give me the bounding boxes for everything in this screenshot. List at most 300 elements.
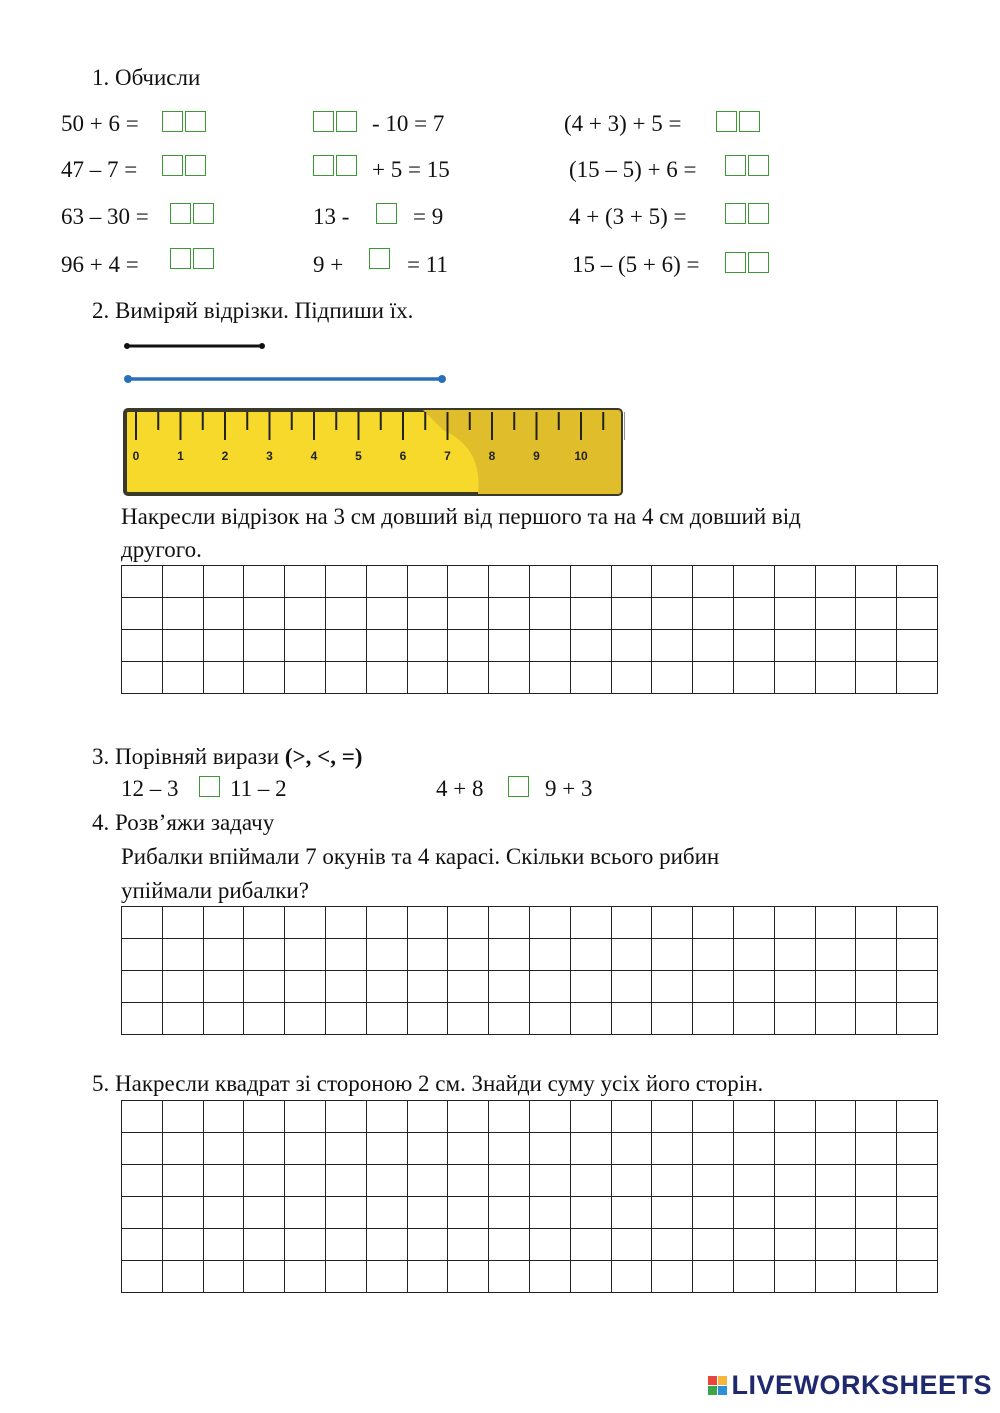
grid-cell[interactable] <box>203 1261 244 1293</box>
grid-cell[interactable] <box>652 907 693 939</box>
grid-cell[interactable] <box>244 630 285 662</box>
grid-cell[interactable] <box>366 566 407 598</box>
grid-cell[interactable] <box>407 1229 448 1261</box>
grid-cell[interactable] <box>285 1229 326 1261</box>
grid-cell[interactable] <box>529 1261 570 1293</box>
grid-cell[interactable] <box>162 1261 203 1293</box>
grid-cell[interactable] <box>244 1003 285 1035</box>
grid-cell[interactable] <box>815 1197 856 1229</box>
grid-cell[interactable] <box>897 1003 938 1035</box>
grid-cell[interactable] <box>652 662 693 694</box>
grid-cell[interactable] <box>815 971 856 1003</box>
grid-cell[interactable] <box>856 1133 897 1165</box>
grid-cell[interactable] <box>815 1101 856 1133</box>
grid-cell[interactable] <box>693 1165 734 1197</box>
grid-cell[interactable] <box>774 662 815 694</box>
grid-cell[interactable] <box>162 1101 203 1133</box>
grid-cell[interactable] <box>897 907 938 939</box>
grid-cell[interactable] <box>122 598 163 630</box>
grid-cell[interactable] <box>122 662 163 694</box>
grid-cell[interactable] <box>733 1261 774 1293</box>
grid-cell[interactable] <box>897 630 938 662</box>
answer-box-3-4[interactable] <box>725 252 769 273</box>
grid-cell[interactable] <box>570 939 611 971</box>
grid-cell[interactable] <box>652 630 693 662</box>
grid-cell[interactable] <box>122 1003 163 1035</box>
grid-cell[interactable] <box>611 1101 652 1133</box>
grid-cell[interactable] <box>856 598 897 630</box>
grid-cell[interactable] <box>489 1133 530 1165</box>
grid-cell[interactable] <box>611 1229 652 1261</box>
grid-cell[interactable] <box>407 971 448 1003</box>
grid-cell[interactable] <box>693 662 734 694</box>
grid-cell[interactable] <box>733 1165 774 1197</box>
grid-cell[interactable] <box>489 1229 530 1261</box>
grid-cell[interactable] <box>366 1165 407 1197</box>
grid-cell[interactable] <box>774 907 815 939</box>
grid-cell[interactable] <box>162 1003 203 1035</box>
grid-cell[interactable] <box>285 598 326 630</box>
grid-cell[interactable] <box>652 1003 693 1035</box>
grid-cell[interactable] <box>652 939 693 971</box>
grid-cell[interactable] <box>325 630 366 662</box>
grid-cell[interactable] <box>162 939 203 971</box>
answer-box-3-2[interactable] <box>725 155 769 176</box>
grid-cell[interactable] <box>652 1165 693 1197</box>
grid-cell[interactable] <box>774 939 815 971</box>
grid-cell[interactable] <box>693 1003 734 1035</box>
grid-cell[interactable] <box>733 1003 774 1035</box>
grid-cell[interactable] <box>407 598 448 630</box>
grid-cell[interactable] <box>815 1261 856 1293</box>
grid-cell[interactable] <box>366 939 407 971</box>
grid-cell[interactable] <box>693 598 734 630</box>
grid-cell[interactable] <box>774 630 815 662</box>
grid-cell[interactable] <box>611 1261 652 1293</box>
grid-cell[interactable] <box>366 1261 407 1293</box>
grid-cell[interactable] <box>122 1133 163 1165</box>
grid-cell[interactable] <box>203 566 244 598</box>
grid-cell[interactable] <box>203 662 244 694</box>
grid-cell[interactable] <box>652 566 693 598</box>
grid-cell[interactable] <box>366 1003 407 1035</box>
grid-cell[interactable] <box>733 1101 774 1133</box>
grid-cell[interactable] <box>448 662 489 694</box>
grid-cell[interactable] <box>244 907 285 939</box>
grid-cell[interactable] <box>325 1133 366 1165</box>
grid-cell[interactable] <box>693 1229 734 1261</box>
grid-cell[interactable] <box>733 662 774 694</box>
grid-cell[interactable] <box>611 662 652 694</box>
grid-cell[interactable] <box>897 662 938 694</box>
grid-cell[interactable] <box>407 662 448 694</box>
grid-cell[interactable] <box>774 1003 815 1035</box>
grid-cell[interactable] <box>856 630 897 662</box>
grid-cell[interactable] <box>244 1101 285 1133</box>
grid-cell[interactable] <box>856 939 897 971</box>
grid-cell[interactable] <box>285 1133 326 1165</box>
grid-cell[interactable] <box>285 971 326 1003</box>
grid-cell[interactable] <box>448 1101 489 1133</box>
grid-cell[interactable] <box>325 907 366 939</box>
grid-cell[interactable] <box>774 1197 815 1229</box>
grid-cell[interactable] <box>366 1133 407 1165</box>
grid-cell[interactable] <box>570 1101 611 1133</box>
grid-cell[interactable] <box>407 1261 448 1293</box>
grid-cell[interactable] <box>570 1165 611 1197</box>
grid-cell[interactable] <box>325 566 366 598</box>
grid-cell[interactable] <box>733 1133 774 1165</box>
grid-cell[interactable] <box>652 971 693 1003</box>
answer-box-3-3[interactable] <box>725 203 769 224</box>
grid-cell[interactable] <box>162 971 203 1003</box>
grid-cell[interactable] <box>162 1229 203 1261</box>
grid-cell[interactable] <box>366 598 407 630</box>
grid-cell[interactable] <box>203 1133 244 1165</box>
grid-cell[interactable] <box>856 1261 897 1293</box>
grid-cell[interactable] <box>407 630 448 662</box>
grid-cell[interactable] <box>774 1261 815 1293</box>
grid-cell[interactable] <box>366 1101 407 1133</box>
grid-cell[interactable] <box>815 1133 856 1165</box>
grid-cell[interactable] <box>897 939 938 971</box>
grid-cell[interactable] <box>815 907 856 939</box>
grid-cell[interactable] <box>325 1003 366 1035</box>
grid-cell[interactable] <box>407 1003 448 1035</box>
grid-cell[interactable] <box>325 662 366 694</box>
grid-cell[interactable] <box>285 1197 326 1229</box>
grid-cell[interactable] <box>244 971 285 1003</box>
grid-cell[interactable] <box>529 662 570 694</box>
grid-cell[interactable] <box>733 598 774 630</box>
grid-cell[interactable] <box>856 1101 897 1133</box>
grid-cell[interactable] <box>122 1261 163 1293</box>
grid-cell[interactable] <box>570 662 611 694</box>
grid-cell[interactable] <box>122 1197 163 1229</box>
grid-cell[interactable] <box>774 1101 815 1133</box>
grid-cell[interactable] <box>285 630 326 662</box>
grid-cell[interactable] <box>815 598 856 630</box>
grid-cell[interactable] <box>856 1165 897 1197</box>
grid-cell[interactable] <box>529 1197 570 1229</box>
grid-cell[interactable] <box>529 907 570 939</box>
grid-cell[interactable] <box>529 1165 570 1197</box>
grid-cell[interactable] <box>448 939 489 971</box>
grid-cell[interactable] <box>162 566 203 598</box>
grid-cell[interactable] <box>856 566 897 598</box>
grid-cell[interactable] <box>611 630 652 662</box>
grid-cell[interactable] <box>407 907 448 939</box>
grid-cell[interactable] <box>122 907 163 939</box>
grid-cell[interactable] <box>529 630 570 662</box>
grid-cell[interactable] <box>693 907 734 939</box>
grid-cell[interactable] <box>733 566 774 598</box>
grid-cell[interactable] <box>489 971 530 1003</box>
grid-cell[interactable] <box>489 1165 530 1197</box>
compare-box-a[interactable] <box>199 776 220 797</box>
grid-cell[interactable] <box>489 907 530 939</box>
grid-cell[interactable] <box>489 566 530 598</box>
grid-cell[interactable] <box>285 1101 326 1133</box>
grid-cell[interactable] <box>122 971 163 1003</box>
grid-cell[interactable] <box>611 1165 652 1197</box>
grid-cell[interactable] <box>611 1197 652 1229</box>
grid-cell[interactable] <box>815 1003 856 1035</box>
answer-box-1-4[interactable] <box>170 248 214 269</box>
grid-cell[interactable] <box>652 1197 693 1229</box>
grid-cell[interactable] <box>570 630 611 662</box>
grid-cell[interactable] <box>407 566 448 598</box>
answer-box-3-1[interactable] <box>716 111 760 132</box>
grid-cell[interactable] <box>203 1101 244 1133</box>
grid-cell[interactable] <box>162 598 203 630</box>
grid-cell[interactable] <box>856 1229 897 1261</box>
grid-cell[interactable] <box>570 1133 611 1165</box>
liveworksheets-logo[interactable] <box>708 1370 992 1401</box>
grid-cell[interactable] <box>570 907 611 939</box>
grid-cell[interactable] <box>162 630 203 662</box>
grid-cell[interactable] <box>244 939 285 971</box>
grid-cell[interactable] <box>856 1197 897 1229</box>
grid-cell[interactable] <box>366 971 407 1003</box>
grid-cell[interactable] <box>897 566 938 598</box>
grid-cell[interactable] <box>897 598 938 630</box>
grid-cell[interactable] <box>203 1197 244 1229</box>
grid-cell[interactable] <box>733 971 774 1003</box>
grid-cell[interactable] <box>774 971 815 1003</box>
grid-cell[interactable] <box>366 630 407 662</box>
grid-cell[interactable] <box>652 1229 693 1261</box>
grid-cell[interactable] <box>652 1101 693 1133</box>
grid-cell[interactable] <box>733 907 774 939</box>
grid-cell[interactable] <box>693 971 734 1003</box>
compare-box-b[interactable] <box>508 776 529 797</box>
grid-cell[interactable] <box>652 598 693 630</box>
grid-cell[interactable] <box>448 566 489 598</box>
grid-cell[interactable] <box>774 1133 815 1165</box>
grid-cell[interactable] <box>856 662 897 694</box>
grid-cell[interactable] <box>325 1197 366 1229</box>
grid-cell[interactable] <box>122 630 163 662</box>
grid-cell[interactable] <box>652 1133 693 1165</box>
grid-cell[interactable] <box>529 1229 570 1261</box>
grid-cell[interactable] <box>733 1229 774 1261</box>
grid-cell[interactable] <box>570 1197 611 1229</box>
grid-cell[interactable] <box>448 1003 489 1035</box>
grid-cell[interactable] <box>570 598 611 630</box>
grid-cell[interactable] <box>448 598 489 630</box>
answer-box-1-1[interactable] <box>162 111 206 132</box>
grid-cell[interactable] <box>448 971 489 1003</box>
grid-cell[interactable] <box>570 566 611 598</box>
grid-cell[interactable] <box>325 1165 366 1197</box>
grid-cell[interactable] <box>815 566 856 598</box>
grid-cell[interactable] <box>529 971 570 1003</box>
grid-cell[interactable] <box>774 598 815 630</box>
grid-cell[interactable] <box>366 1229 407 1261</box>
grid-cell[interactable] <box>162 1133 203 1165</box>
grid-cell[interactable] <box>244 1165 285 1197</box>
grid-cell[interactable] <box>529 939 570 971</box>
grid-cell[interactable] <box>448 1165 489 1197</box>
ruler-label: 4 <box>310 449 318 463</box>
grid-cell[interactable] <box>285 1261 326 1293</box>
grid-cell[interactable] <box>733 630 774 662</box>
grid-cell[interactable] <box>448 1133 489 1165</box>
grid-cell[interactable] <box>897 1197 938 1229</box>
grid-cell[interactable] <box>244 1197 285 1229</box>
grid-cell[interactable] <box>529 566 570 598</box>
grid-cell[interactable] <box>529 1003 570 1035</box>
answer-grid-task4[interactable] <box>121 906 938 1035</box>
grid-cell[interactable] <box>407 939 448 971</box>
grid-cell[interactable] <box>733 1197 774 1229</box>
grid-cell[interactable] <box>611 1003 652 1035</box>
grid-cell[interactable] <box>162 662 203 694</box>
grid-cell[interactable] <box>203 907 244 939</box>
grid-cell[interactable] <box>529 1133 570 1165</box>
grid-cell[interactable] <box>203 1165 244 1197</box>
grid-cell[interactable] <box>733 939 774 971</box>
grid-cell[interactable] <box>489 1261 530 1293</box>
grid-cell[interactable] <box>774 1165 815 1197</box>
grid-cell[interactable] <box>570 1261 611 1293</box>
grid-cell[interactable] <box>897 1165 938 1197</box>
grid-cell[interactable] <box>244 566 285 598</box>
grid-cell[interactable] <box>244 1229 285 1261</box>
grid-cell[interactable] <box>122 1165 163 1197</box>
grid-cell[interactable] <box>570 1003 611 1035</box>
grid-cell[interactable] <box>203 598 244 630</box>
grid-cell[interactable] <box>203 939 244 971</box>
grid-cell[interactable] <box>122 1229 163 1261</box>
grid-cell[interactable] <box>122 1101 163 1133</box>
grid-cell[interactable] <box>448 1261 489 1293</box>
grid-cell[interactable] <box>325 1261 366 1293</box>
grid-cell[interactable] <box>366 662 407 694</box>
grid-cell[interactable] <box>244 662 285 694</box>
grid-cell[interactable] <box>285 939 326 971</box>
grid-cell[interactable] <box>407 1133 448 1165</box>
grid-cell[interactable] <box>693 1197 734 1229</box>
grid-cell[interactable] <box>897 1229 938 1261</box>
answer-box-1-2[interactable] <box>162 155 206 176</box>
grid-cell[interactable] <box>815 662 856 694</box>
grid-cell[interactable] <box>325 1101 366 1133</box>
grid-cell[interactable] <box>897 971 938 1003</box>
answer-grid-task2[interactable] <box>121 565 938 694</box>
grid-cell[interactable] <box>407 1197 448 1229</box>
grid-cell[interactable] <box>570 971 611 1003</box>
grid-cell[interactable] <box>693 939 734 971</box>
grid-cell[interactable] <box>325 939 366 971</box>
grid-cell[interactable] <box>203 630 244 662</box>
grid-cell[interactable] <box>611 598 652 630</box>
grid-cell[interactable] <box>448 907 489 939</box>
grid-cell[interactable] <box>203 1003 244 1035</box>
answer-box-2-1[interactable] <box>313 111 357 132</box>
answer-box-1-3[interactable] <box>170 203 214 224</box>
answer-grid-task5[interactable] <box>121 1100 938 1293</box>
grid-cell[interactable] <box>366 1197 407 1229</box>
grid-cell[interactable] <box>489 1003 530 1035</box>
grid-cell[interactable] <box>285 1165 326 1197</box>
grid-cell[interactable] <box>529 1101 570 1133</box>
grid-cell[interactable] <box>285 1003 326 1035</box>
grid-cell[interactable] <box>489 630 530 662</box>
grid-cell[interactable] <box>815 939 856 971</box>
grid-cell[interactable] <box>162 1165 203 1197</box>
answer-box-2-4[interactable] <box>369 248 390 269</box>
grid-cell[interactable] <box>652 1261 693 1293</box>
grid-cell[interactable] <box>244 598 285 630</box>
grid-cell[interactable] <box>693 630 734 662</box>
grid-cell[interactable] <box>489 662 530 694</box>
grid-cell[interactable] <box>693 1101 734 1133</box>
grid-cell[interactable] <box>325 971 366 1003</box>
task3-title-text: 3. Порівняй вирази <box>92 744 285 769</box>
grid-cell[interactable] <box>285 566 326 598</box>
grid-cell[interactable] <box>407 1101 448 1133</box>
grid-cell[interactable] <box>448 630 489 662</box>
grid-cell[interactable] <box>489 598 530 630</box>
grid-cell[interactable] <box>693 1133 734 1165</box>
grid-cell[interactable] <box>897 1261 938 1293</box>
grid-cell[interactable] <box>856 907 897 939</box>
grid-cell[interactable] <box>611 971 652 1003</box>
grid-cell[interactable] <box>856 1003 897 1035</box>
grid-cell[interactable] <box>244 1133 285 1165</box>
grid-cell[interactable] <box>693 1261 734 1293</box>
grid-cell[interactable] <box>448 1197 489 1229</box>
grid-cell[interactable] <box>693 566 734 598</box>
grid-cell[interactable] <box>162 1197 203 1229</box>
grid-cell[interactable] <box>203 1229 244 1261</box>
grid-cell[interactable] <box>325 598 366 630</box>
grid-cell[interactable] <box>815 1165 856 1197</box>
grid-cell[interactable] <box>611 1133 652 1165</box>
grid-cell[interactable] <box>489 1101 530 1133</box>
grid-cell[interactable] <box>285 907 326 939</box>
grid-cell[interactable] <box>529 598 570 630</box>
grid-cell[interactable] <box>815 1229 856 1261</box>
grid-cell[interactable] <box>897 1133 938 1165</box>
grid-cell[interactable] <box>122 939 163 971</box>
grid-cell[interactable] <box>285 662 326 694</box>
grid-cell[interactable] <box>856 971 897 1003</box>
answer-box-2-2[interactable] <box>313 155 357 176</box>
grid-cell[interactable] <box>407 1165 448 1197</box>
grid-cell[interactable] <box>325 1229 366 1261</box>
grid-cell[interactable] <box>611 566 652 598</box>
grid-cell[interactable] <box>897 1101 938 1133</box>
grid-cell[interactable] <box>611 939 652 971</box>
grid-cell[interactable] <box>611 907 652 939</box>
grid-cell[interactable] <box>489 939 530 971</box>
grid-cell[interactable] <box>774 566 815 598</box>
grid-cell[interactable] <box>162 907 203 939</box>
grid-cell[interactable] <box>774 1229 815 1261</box>
answer-box-2-3[interactable] <box>376 203 397 224</box>
grid-cell[interactable] <box>570 1229 611 1261</box>
grid-cell[interactable] <box>366 907 407 939</box>
grid-cell[interactable] <box>244 1261 285 1293</box>
grid-cell[interactable] <box>448 1229 489 1261</box>
grid-cell[interactable] <box>122 566 163 598</box>
grid-cell[interactable] <box>489 1197 530 1229</box>
grid-cell[interactable] <box>815 630 856 662</box>
grid-cell[interactable] <box>203 971 244 1003</box>
